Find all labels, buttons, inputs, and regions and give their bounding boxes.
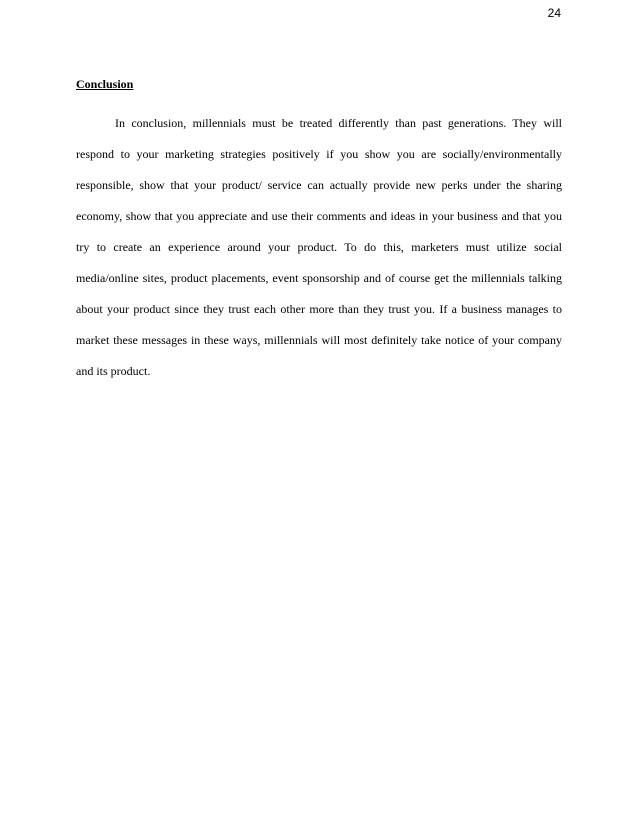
section-heading: Conclusion xyxy=(76,77,134,91)
conclusion-paragraph: In conclusion, millennials must be treated differently than past generations. They will respond to your marketing strategies positively if you show you are socially/environmentally responsible, show that your product/ service can actually provide new perks under the sharing economy, show that you appreciate and use their comments and ideas in your business and that you try to create an experience around your product. To do this, marketers must utilize social media/online sites, product placements, event sponsorship and of course get the millennials talking about your product since they trust each other more than they trust you. If a business manages to market these messages in these ways, millennials will most definitely take notice of your company and its product. xyxy=(76,116,562,378)
page-number: 24 xyxy=(547,6,561,20)
